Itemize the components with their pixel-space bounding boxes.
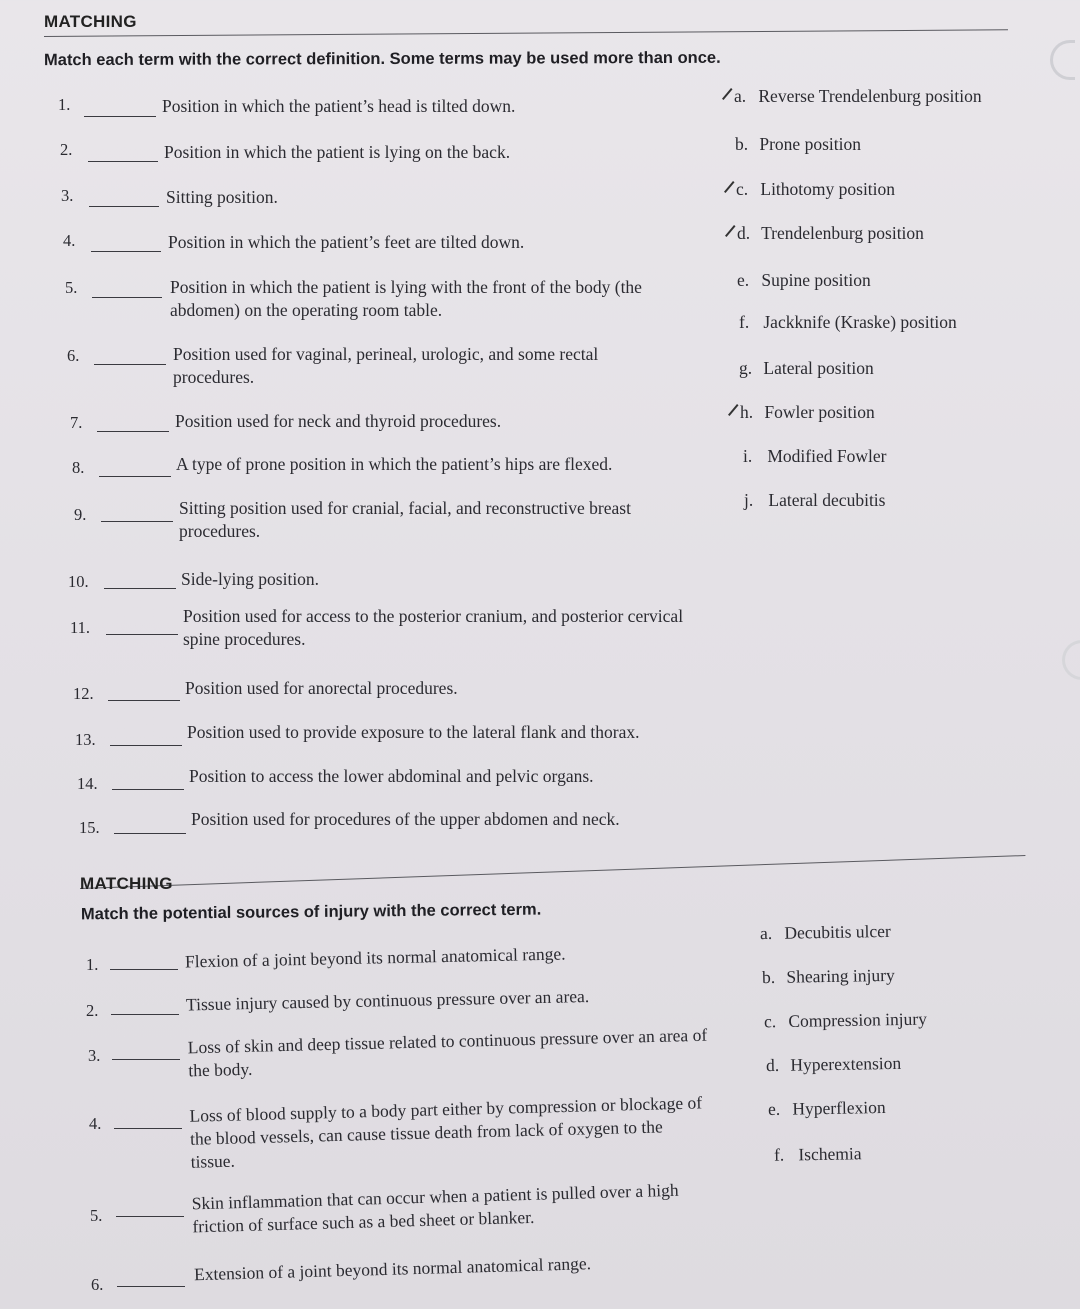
question-text: Loss of blood supply to a body part either by compression or blockage of the blood vessels, can cause tissue death from lack of oxygen to the tissue. — [189, 1092, 703, 1172]
answer-blank[interactable] — [91, 251, 161, 252]
answer-blank[interactable] — [114, 1128, 182, 1129]
term-text: Hyperextension — [790, 1052, 902, 1075]
term-option — [764, 1009, 927, 1033]
question-number: 11. — [70, 618, 91, 637]
term-letter: j. — [744, 490, 754, 510]
question-text: Loss of skin and deep tissue related to continuous pressure over an area of the body. — [187, 1024, 708, 1081]
question-text: Side-lying position. — [181, 569, 320, 589]
term-text: Lateral decubitis — [768, 490, 886, 510]
term-option — [735, 134, 861, 155]
answer-blank[interactable] — [104, 588, 176, 589]
section-divider — [44, 29, 1008, 37]
term-text: Modified Fowler — [767, 446, 887, 466]
question-number: 13. — [75, 730, 96, 749]
answer-blank[interactable] — [112, 789, 184, 790]
question-number: 5. — [90, 1206, 103, 1225]
term-text: Hyperflexion — [792, 1096, 886, 1119]
term-text: Decubitis ulcer — [784, 920, 891, 943]
question-number: 4. — [63, 231, 76, 250]
term-text: Prone position — [759, 134, 861, 154]
answer-blank[interactable] — [84, 116, 156, 117]
answer-blank[interactable] — [110, 969, 178, 970]
question-number: 8. — [72, 458, 85, 477]
section-divider — [80, 855, 1025, 889]
section-title: MATCHING — [80, 874, 173, 893]
term-option — [774, 1143, 862, 1166]
binder-ring-mark — [1062, 640, 1080, 680]
question-number: 7. — [70, 413, 83, 432]
term-text: Compression injury — [788, 1008, 928, 1031]
question-text: Position used for neck and thyroid procedures. — [175, 411, 502, 431]
term-option — [760, 921, 891, 944]
section-title: MATCHING — [44, 12, 137, 31]
answer-blank[interactable] — [108, 700, 180, 701]
term-option — [740, 402, 875, 423]
term-letter: a. — [734, 86, 754, 107]
question-text: Extension of a joint beyond its normal anatomical range. — [193, 1253, 592, 1285]
question-number: 1. — [58, 95, 71, 114]
answer-blank[interactable] — [111, 1014, 179, 1015]
term-text: Shearing injury — [786, 964, 895, 987]
question-text: Position used for vaginal, perineal, urologic, and some rectal procedures. — [173, 344, 599, 387]
term-letter: e. — [737, 270, 750, 290]
question-text: Position in which the patient is lying on the back. — [164, 142, 511, 162]
term-letter: b. — [761, 966, 776, 988]
term-option — [737, 270, 871, 291]
section-instruction: Match the potential sources of injury with the correct term. — [80, 900, 542, 924]
question-number: 2. — [86, 1001, 99, 1020]
term-letter: e. — [767, 1098, 781, 1120]
question-text: Position in which the patient’s head is tilted down. — [162, 96, 516, 116]
question-number: 6. — [91, 1275, 104, 1294]
term-text: Ischemia — [798, 1143, 862, 1165]
question-text: Position to access the lower abdominal and pelvic organs. — [189, 766, 594, 786]
term-letter: g. — [739, 358, 753, 378]
answer-blank[interactable] — [117, 1286, 185, 1287]
term-letter: h. — [740, 402, 760, 423]
question-text: Sitting position. — [166, 187, 278, 207]
question-number: 10. — [68, 572, 89, 591]
binder-ring-mark — [1050, 40, 1075, 80]
question-number: 5. — [65, 278, 78, 297]
question-number: 4. — [89, 1114, 102, 1133]
question-text: Position used for procedures of the upper abdomen and neck. — [191, 809, 620, 829]
question-number: 14. — [77, 774, 98, 793]
question-text: Position used for anorectal procedures. — [185, 678, 458, 698]
term-letter: f. — [739, 312, 750, 332]
term-option — [736, 179, 895, 200]
question-number: 1. — [86, 955, 99, 974]
question-text: Position in which the patient is lying with the front of the body (the abdomen) on the operating room table. — [170, 277, 642, 320]
question-text: Tissue injury caused by continuous pressure over an area. — [185, 986, 590, 1015]
term-letter: d. — [765, 1054, 780, 1076]
question-number: 15. — [79, 818, 100, 837]
term-option — [743, 446, 886, 467]
term-text: Lithotomy position — [760, 179, 896, 199]
answer-blank[interactable] — [88, 161, 158, 162]
term-letter: d. — [737, 223, 757, 244]
term-option — [744, 490, 885, 511]
term-letter: f. — [773, 1144, 785, 1165]
answer-blank[interactable] — [110, 745, 182, 746]
term-option — [739, 312, 957, 333]
term-text: Trendelenburg position — [761, 223, 924, 243]
term-letter: c. — [763, 1011, 777, 1032]
term-option — [762, 965, 895, 988]
question-text: Flexion of a joint beyond its normal anatomical range. — [184, 943, 566, 972]
term-option — [739, 358, 874, 379]
answer-blank[interactable] — [116, 1216, 184, 1217]
question-number: 12. — [73, 684, 94, 703]
question-text: Position in which the patient’s feet are tilted down. — [168, 232, 525, 252]
term-option — [766, 1053, 902, 1076]
term-text: Jackknife (Kraske) position — [763, 312, 957, 332]
question-text: A type of prone position in which the patient’s hips are flexed. — [176, 454, 613, 474]
answer-blank[interactable] — [106, 634, 178, 635]
term-option — [737, 223, 924, 244]
answer-blank[interactable] — [114, 833, 186, 834]
question-text: Sitting position used for cranial, facial, and reconstructive breast procedures. — [179, 498, 631, 541]
question-text: Position used for access to the posterior cranium, and posterior cervical spine procedures. — [183, 606, 684, 649]
term-option — [768, 1097, 886, 1120]
question-text: Position used to provide exposure to the lateral flank and thorax. — [187, 722, 640, 742]
question-number: 2. — [60, 140, 73, 159]
answer-blank[interactable] — [99, 476, 171, 477]
section-instruction: Match each term with the correct definition. Some terms may be used more than once. — [43, 48, 721, 70]
term-text: Fowler position — [764, 402, 875, 422]
term-option — [734, 86, 982, 107]
term-letter: c. — [736, 179, 756, 200]
question-number: 6. — [67, 346, 80, 365]
term-letter: i. — [743, 446, 753, 466]
term-text: Supine position — [761, 270, 871, 290]
term-letter: a. — [759, 922, 773, 944]
question-text: Skin inflammation that can occur when a patient is pulled over a high friction of surface such as a bed sheet or blanker. — [191, 1179, 679, 1237]
answer-blank[interactable] — [92, 297, 162, 298]
answer-blank[interactable] — [94, 364, 166, 365]
question-number: 3. — [61, 186, 74, 205]
answer-blank[interactable] — [101, 521, 173, 522]
term-letter: b. — [735, 134, 749, 154]
answer-blank[interactable] — [112, 1059, 180, 1060]
question-number: 3. — [88, 1046, 101, 1065]
question-number: 9. — [74, 505, 87, 524]
term-text: Lateral position — [763, 358, 874, 378]
answer-blank[interactable] — [97, 431, 169, 432]
answer-blank[interactable] — [89, 206, 159, 207]
term-text: Reverse Trendelenburg position — [758, 86, 982, 106]
